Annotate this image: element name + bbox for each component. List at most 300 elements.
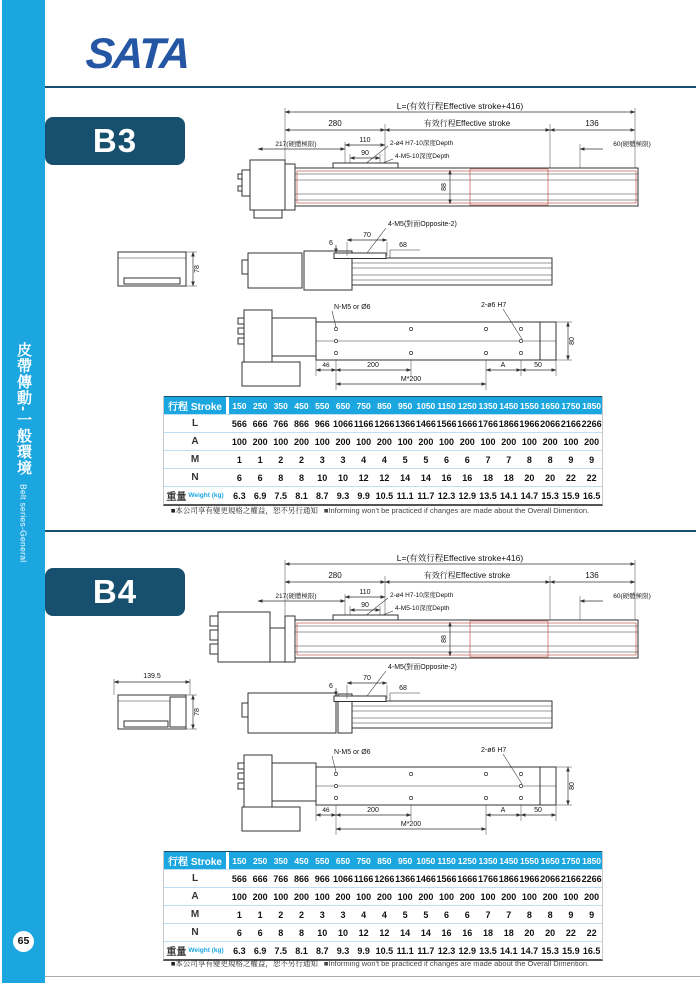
- table-value-cell: 200: [294, 891, 310, 902]
- dim-80: 80: [569, 782, 576, 790]
- table-value-cell: 566: [231, 418, 247, 429]
- stroke-header-value: 850: [377, 855, 392, 866]
- table-value-cell: 8: [299, 472, 305, 483]
- table-value-cell: 8.1: [295, 490, 308, 501]
- dim-217: 217(硬體極限): [275, 593, 317, 600]
- table-value-cell: 2: [299, 909, 305, 920]
- table-value-cell: 14: [400, 927, 411, 938]
- table-value-cell: 20: [545, 472, 556, 483]
- dim-total-length: L=(有效行程Effective stroke+416): [396, 101, 524, 111]
- table-value-cell: 10.5: [375, 490, 394, 501]
- table-value-cell: 13.5: [479, 490, 497, 501]
- table-value-cell: 16: [462, 927, 473, 938]
- model-b3-badge: [45, 117, 185, 165]
- table-value-cell: 10: [337, 927, 348, 938]
- table-value-cell: 1766: [477, 418, 498, 429]
- table-value-cell: 100: [480, 436, 496, 447]
- dim-280: 280: [328, 571, 342, 580]
- table-value-cell: 3: [319, 909, 325, 920]
- table-value-cell: 1266: [374, 418, 395, 429]
- dim-hole-a: 2-ø4 H7-10深度Depth: [390, 592, 454, 599]
- table-value-cell: 20: [524, 927, 535, 938]
- table-value-cell: 8: [278, 927, 284, 938]
- dim-60: 60(硬體極限): [613, 141, 651, 148]
- table-value-cell: 9: [589, 909, 595, 920]
- table-value-cell: 14.7: [520, 945, 539, 956]
- sidebar-title-zh: 皮帶傳動-一般環境: [15, 342, 32, 476]
- table-value-cell: 200: [335, 891, 351, 902]
- stroke-header-value: 650: [335, 855, 351, 866]
- dim-110: 110: [359, 137, 371, 144]
- row-label-N: N: [164, 469, 229, 486]
- table-value-cell: 14.1: [499, 945, 518, 956]
- table-value-cell: 22: [565, 927, 576, 938]
- b3-side-view-drawing: [100, 212, 590, 304]
- table-value-cell: 15.3: [541, 945, 559, 956]
- table-value-cell: 13.5: [479, 945, 497, 956]
- table-value-cell: 14.7: [520, 490, 539, 501]
- stroke-header-value: 350: [273, 855, 288, 866]
- b4-side-view-drawing: [100, 655, 590, 747]
- table-value-cell: 200: [376, 436, 392, 447]
- table-value-cell: 8: [299, 927, 305, 938]
- dim-effective-stroke: 有效行程Effective stroke: [423, 119, 511, 128]
- stroke-header-value: 1850: [582, 855, 602, 866]
- table-value-cell: 200: [501, 891, 517, 902]
- table-value-cell: 12: [358, 927, 369, 938]
- stroke-header-value: 550: [315, 400, 330, 411]
- dim-139-5: 139.5: [143, 673, 161, 680]
- stroke-header-value: 1050: [416, 855, 436, 866]
- dim-50: 50: [534, 807, 542, 814]
- table-row-A: [164, 887, 602, 905]
- table-value-cell: 1566: [436, 873, 457, 884]
- table-value-cell: 1966: [519, 418, 540, 429]
- row-label-N: N: [164, 924, 229, 941]
- table-value-cell: 6: [464, 909, 470, 920]
- motor-block: [238, 160, 295, 218]
- table-value-cell: 1766: [477, 873, 498, 884]
- table-value-cell: 5: [402, 909, 408, 920]
- dim-total-length: L=(有效行程Effective stroke+416): [396, 553, 524, 563]
- table-row-M: [164, 905, 602, 923]
- side-view-machine: [242, 251, 552, 290]
- stroke-header-value: 1650: [540, 400, 560, 411]
- table-value-cell: 4: [381, 909, 387, 920]
- table-value-cell: 1166: [353, 873, 374, 884]
- table-row-weight: [164, 941, 602, 959]
- stroke-header-value: 1350: [478, 855, 498, 866]
- dim-A: A: [500, 362, 506, 369]
- table-value-cell: 4: [381, 454, 387, 465]
- stroke-header-value: 1250: [457, 400, 477, 411]
- table-value-cell: 200: [376, 891, 392, 902]
- row-label-L: L: [164, 415, 229, 432]
- table-value-cell: 100: [356, 436, 372, 447]
- row-label-A: A: [164, 888, 229, 905]
- dim-280: 280: [328, 119, 342, 128]
- table-value-cell: 7: [485, 454, 491, 465]
- table-value-cell: 6: [257, 927, 263, 938]
- rail-body: [295, 620, 638, 658]
- stroke-header-value: 950: [398, 400, 413, 411]
- table-value-cell: 12: [379, 927, 390, 938]
- dim-6: 6: [329, 240, 333, 247]
- table-value-cell: 966: [314, 873, 330, 884]
- b3-footnote: [150, 505, 610, 516]
- table-value-cell: 1066: [332, 873, 353, 884]
- table-value-cell: 2166: [560, 418, 581, 429]
- table-value-cell: 1366: [395, 418, 416, 429]
- dim-136: 136: [585, 571, 599, 580]
- table-value-cell: 200: [418, 891, 434, 902]
- dim-70: 70: [363, 675, 371, 682]
- rail-body: [295, 168, 638, 206]
- table-value-cell: 6: [444, 909, 450, 920]
- width-dim-139: [114, 673, 190, 695]
- table-value-cell: 200: [584, 436, 600, 447]
- section-divider: [45, 530, 696, 532]
- table-value-cell: 1266: [374, 873, 395, 884]
- stroke-header-value: 850: [377, 400, 392, 411]
- table-value-cell: 6.3: [233, 945, 246, 956]
- table-value-cell: 6.3: [233, 490, 246, 501]
- table-value-cell: 200: [584, 891, 600, 902]
- stroke-header-value: 1650: [540, 855, 560, 866]
- header-divider: [45, 86, 696, 88]
- row-label-M: M: [164, 451, 229, 468]
- end-view: [118, 252, 186, 286]
- table-value-cell: 200: [501, 436, 517, 447]
- stroke-header-value: 750: [356, 855, 371, 866]
- table-value-cell: 2066: [540, 418, 561, 429]
- bottom-extension-lines: [316, 805, 556, 835]
- table-value-cell: 200: [294, 436, 310, 447]
- dim-90: 90: [361, 602, 369, 609]
- table-value-cell: 100: [439, 436, 455, 447]
- table-value-cell: 10: [337, 472, 348, 483]
- table-value-cell: 2066: [540, 873, 561, 884]
- side-view-machine: [242, 693, 552, 733]
- table-value-cell: 10: [317, 927, 328, 938]
- table-value-cell: 7: [485, 909, 491, 920]
- stroke-header-value: 1550: [519, 400, 539, 411]
- row-label-sub: Weight (kg): [188, 492, 224, 499]
- table-value-cell: 100: [521, 891, 537, 902]
- table-row-A: [164, 432, 602, 450]
- table-value-cell: 20: [545, 927, 556, 938]
- carriage-plate-side: [334, 253, 386, 259]
- stroke-header-value: 1550: [519, 855, 539, 866]
- table-value-cell: 4: [361, 909, 367, 920]
- table-value-cell: 12.3: [437, 490, 456, 501]
- table-value-cell: 15.9: [562, 490, 580, 501]
- dim-46: 46: [322, 362, 330, 369]
- stroke-header-value: 1750: [561, 855, 581, 866]
- table-value-cell: 12: [379, 472, 390, 483]
- table-value-cell: 1: [236, 454, 242, 465]
- table-value-cell: 10.5: [375, 945, 394, 956]
- table-value-cell: 1: [236, 909, 242, 920]
- b4-bottom-view-drawing: [238, 745, 698, 840]
- table-value-cell: 14: [420, 472, 431, 483]
- table-value-cell: 100: [439, 891, 455, 902]
- table-value-cell: 20: [524, 472, 535, 483]
- table-value-cell: 8: [278, 472, 284, 483]
- table-value-cell: 9: [568, 909, 574, 920]
- table-value-cell: 100: [397, 891, 413, 902]
- table-value-cell: 6: [464, 454, 470, 465]
- table-value-cell: 1666: [457, 418, 478, 429]
- table-value-cell: 11.7: [417, 490, 435, 501]
- dim-m200: M*200: [400, 376, 422, 383]
- table-value-cell: 22: [586, 927, 597, 938]
- table-header-row: [164, 396, 602, 414]
- table-value-cell: 8: [547, 454, 553, 465]
- table-row-N: [164, 923, 602, 941]
- dim-n-m5: N-M5 or Ø6: [334, 304, 371, 311]
- carriage-plate: [333, 163, 398, 168]
- dim-68: 68: [399, 242, 407, 249]
- table-value-cell: 8.1: [295, 945, 308, 956]
- table-value-cell: 100: [480, 891, 496, 902]
- table-value-cell: 200: [459, 891, 475, 902]
- table-value-cell: 1366: [395, 873, 416, 884]
- stroke-header-value: 1450: [499, 400, 519, 411]
- stroke-header-value: 550: [315, 855, 330, 866]
- table-value-cell: 3: [340, 909, 346, 920]
- row-label-sub: Weight (kg): [188, 947, 224, 954]
- table-value-cell: 200: [542, 891, 558, 902]
- stroke-header-value: 150: [232, 855, 247, 866]
- table-value-cell: 6: [236, 472, 242, 483]
- table-value-cell: 9.3: [336, 945, 350, 956]
- table-value-cell: 14.1: [499, 490, 518, 501]
- table-value-cell: 200: [335, 436, 351, 447]
- table-value-cell: 1966: [519, 873, 540, 884]
- model-b4-badge: [45, 568, 185, 616]
- footnote-zh: ■本公司享有變更規格之權益，恕不另行通知: [170, 506, 318, 515]
- dim-217: 217(硬體極限): [275, 141, 317, 148]
- table-value-cell: 18: [482, 927, 493, 938]
- stroke-header-value: 1850: [582, 400, 602, 411]
- dim-88: 88: [441, 635, 448, 643]
- table-value-cell: 1466: [415, 418, 436, 429]
- stroke-header-value: 950: [398, 855, 413, 866]
- table-value-cell: 3: [340, 454, 346, 465]
- table-value-cell: 12.9: [458, 945, 477, 956]
- table-value-cell: 666: [252, 873, 268, 884]
- dim-effective-stroke: 有效行程Effective stroke: [423, 571, 511, 580]
- stroke-header-value: 450: [294, 400, 309, 411]
- dim-110: 110: [359, 589, 371, 596]
- sata-logo: SATA: [84, 30, 191, 78]
- table-value-cell: 1866: [498, 418, 519, 429]
- stroke-header-value: 1150: [437, 400, 456, 411]
- table-row-M: [164, 450, 602, 468]
- table-value-cell: 766: [273, 873, 289, 884]
- table-value-cell: 100: [231, 891, 247, 902]
- table-value-cell: 14: [400, 472, 411, 483]
- dim-78: 78: [194, 265, 201, 273]
- table-value-cell: 100: [273, 891, 289, 902]
- b4-top-view-drawing: [238, 550, 693, 672]
- b4-stroke-table: [163, 851, 603, 961]
- table-value-cell: 966: [314, 418, 330, 429]
- stroke-header-label: 行程 Stroke: [164, 397, 229, 414]
- dim-136: 136: [585, 119, 599, 128]
- table-value-cell: 10: [317, 472, 328, 483]
- row-label-M: M: [164, 906, 229, 923]
- table-value-cell: 8.7: [315, 945, 329, 956]
- table-row-L: [164, 414, 602, 432]
- table-value-cell: 15.9: [562, 945, 580, 956]
- table-value-cell: 9.9: [357, 490, 370, 501]
- table-row-L: [164, 869, 602, 887]
- table-value-cell: 1666: [457, 873, 478, 884]
- dim-m200: M*200: [400, 821, 422, 828]
- table-value-cell: 8: [526, 909, 532, 920]
- table-value-cell: 16: [462, 472, 473, 483]
- table-value-cell: 7: [506, 454, 512, 465]
- table-value-cell: 18: [503, 927, 514, 938]
- page-number-badge: 65: [13, 931, 34, 952]
- page-bottom-rule: [45, 976, 700, 977]
- stroke-header-value: 1250: [457, 855, 477, 866]
- table-value-cell: 5: [423, 909, 429, 920]
- table-value-cell: 8: [526, 454, 532, 465]
- table-value-cell: 7.5: [274, 945, 288, 956]
- table-value-cell: 3: [319, 454, 325, 465]
- b3-bottom-view-drawing: [238, 300, 698, 395]
- stroke-header-value: 1050: [416, 400, 436, 411]
- table-value-cell: 866: [294, 873, 310, 884]
- table-value-cell: 200: [252, 891, 268, 902]
- table-value-cell: 16: [441, 927, 452, 938]
- model-b3-label: B3: [92, 122, 138, 159]
- stroke-header-value: 150: [232, 400, 247, 411]
- table-value-cell: 11.1: [396, 945, 414, 956]
- dim-78: 78: [194, 708, 201, 716]
- dim-6: 6: [329, 683, 333, 690]
- table-value-cell: 18: [482, 472, 493, 483]
- dim-opposite: 4-M5(對面Opposite-2): [388, 664, 457, 671]
- table-value-cell: 1866: [498, 873, 519, 884]
- table-value-cell: 200: [542, 436, 558, 447]
- motor-block-bottom: [238, 755, 316, 831]
- dim-50: 50: [534, 362, 542, 369]
- table-header-row: [164, 851, 602, 869]
- table-value-cell: 7.5: [274, 490, 288, 501]
- table-value-cell: 1566: [436, 418, 457, 429]
- table-value-cell: 6: [236, 927, 242, 938]
- bottom-extension-lines: [316, 360, 556, 390]
- table-value-cell: 2: [278, 454, 284, 465]
- table-value-cell: 1066: [332, 418, 353, 429]
- table-value-cell: 22: [586, 472, 597, 483]
- table-value-cell: 766: [273, 418, 289, 429]
- stroke-header-value: 650: [335, 400, 351, 411]
- table-value-cell: 2266: [581, 418, 602, 429]
- table-value-cell: 1: [257, 454, 263, 465]
- table-value-cell: 8: [547, 909, 553, 920]
- stroke-header-value: 350: [273, 400, 288, 411]
- stroke-header-value: 250: [252, 400, 268, 411]
- table-value-cell: 4: [361, 454, 367, 465]
- dim-200: 200: [367, 362, 379, 369]
- footnote-en: ■Informing won't be practiced if changes are made about the Overall Dimention.: [323, 959, 590, 968]
- footnote-zh: ■本公司享有變更規格之權益，恕不另行通知: [170, 959, 318, 968]
- extension-lines: [285, 108, 635, 170]
- sidebar: [2, 0, 45, 983]
- carriage-plate-side: [334, 696, 386, 702]
- carriage-plate: [333, 615, 398, 620]
- table-value-cell: 200: [418, 436, 434, 447]
- dim-hole-b: 4-M5-10深度Depth: [395, 153, 450, 160]
- table-value-cell: 12.9: [458, 490, 477, 501]
- table-value-cell: 16.5: [582, 945, 601, 956]
- footnote-en: ■Informing won't be practiced if changes are made about the Overall Dimention.: [323, 506, 590, 515]
- table-value-cell: 22: [565, 472, 576, 483]
- table-value-cell: 14: [420, 927, 431, 938]
- table-value-cell: 100: [563, 436, 579, 447]
- stroke-header-value: 250: [252, 855, 268, 866]
- dim-A: A: [500, 807, 506, 814]
- model-b4-label: B4: [92, 573, 138, 610]
- table-value-cell: 6.9: [253, 945, 267, 956]
- table-value-cell: 6.9: [253, 490, 267, 501]
- dim-2-o6-h7: 2-ø6 H7: [481, 747, 507, 754]
- table-value-cell: 100: [273, 436, 289, 447]
- end-view: [118, 695, 186, 729]
- table-value-cell: 1: [257, 909, 263, 920]
- table-value-cell: 100: [521, 436, 537, 447]
- dim-200: 200: [367, 807, 379, 814]
- table-value-cell: 200: [252, 436, 268, 447]
- table-value-cell: 100: [231, 436, 247, 447]
- dim-hole-a: 2-ø4 H7-10深度Depth: [390, 140, 454, 147]
- table-value-cell: 100: [356, 891, 372, 902]
- extension-lines: [285, 560, 635, 622]
- dim-80: 80: [569, 337, 576, 345]
- table-value-cell: 7: [506, 909, 512, 920]
- table-value-cell: 2: [278, 909, 284, 920]
- stroke-header-value: 1150: [437, 855, 456, 866]
- table-value-cell: 8.7: [315, 490, 329, 501]
- dim-opposite: 4-M5(對面Opposite-2): [388, 221, 457, 228]
- stroke-header-value: 1450: [499, 855, 519, 866]
- table-value-cell: 16: [441, 472, 452, 483]
- table-value-cell: 11.7: [417, 945, 435, 956]
- dim-60: 60(硬體極限): [613, 593, 651, 600]
- dim-88: 88: [441, 183, 448, 191]
- table-value-cell: 12: [358, 472, 369, 483]
- table-value-cell: 200: [459, 436, 475, 447]
- sidebar-title-en: Belt series-General: [18, 484, 29, 563]
- table-value-cell: 1466: [415, 873, 436, 884]
- table-value-cell: 2: [299, 454, 305, 465]
- table-value-cell: 2166: [560, 873, 581, 884]
- table-value-cell: 5: [402, 454, 408, 465]
- table-value-cell: 16.5: [582, 490, 601, 501]
- table-value-cell: 6: [444, 454, 450, 465]
- table-value-cell: 2266: [581, 873, 602, 884]
- table-value-cell: 9.3: [336, 490, 350, 501]
- table-value-cell: 866: [294, 418, 310, 429]
- table-value-cell: 100: [314, 891, 330, 902]
- row-label-L: L: [164, 870, 229, 887]
- table-value-cell: 9.9: [357, 945, 370, 956]
